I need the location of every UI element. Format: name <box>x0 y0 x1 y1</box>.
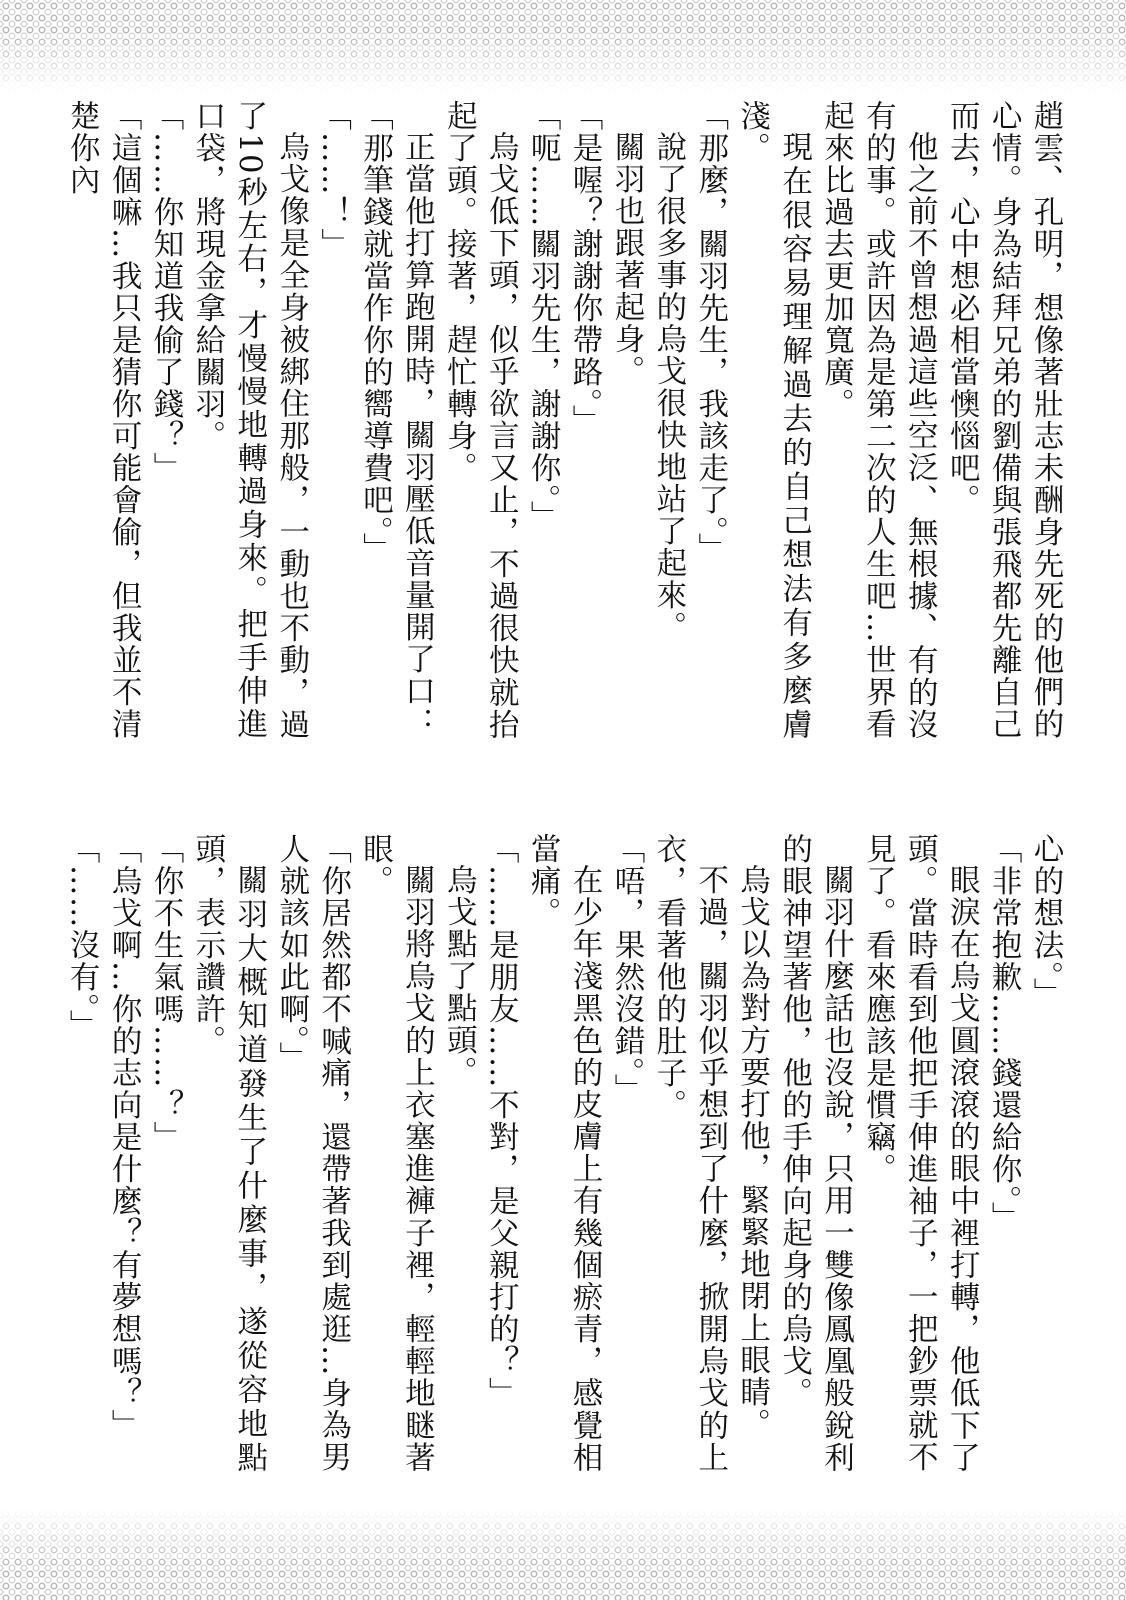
paragraph: 眼淚在烏戈圓滾滾的眼中裡打轉，他低下了頭。當時看到他把手伸進袖子，一把鈔票就不見了。看來應該是慣竊。 <box>860 833 980 1473</box>
paragraph: 「是喔？謝謝你帶路。」 <box>567 100 603 437</box>
paragraph: 關羽什麼話也沒說，只用一雙像鳳凰般銳利的眼神望著他，他的手伸向起身的烏戈。 <box>776 833 854 1473</box>
bottom-decorative-border <box>0 1508 1126 1600</box>
top-decorative-border <box>0 0 1126 92</box>
paragraph: 「唔，果然沒錯。」 <box>608 833 644 1106</box>
paragraph: 「……你知道我偷了錢？」 <box>147 100 183 484</box>
paragraph: 關羽將烏戈的上衣塞進褲子裡，輕輕地瞇著眼。 <box>357 833 435 1473</box>
paragraph: 現在很容易理解過去的自己想法有多麼膚淺。 <box>734 100 812 740</box>
paragraph: 「……是朋友……不對，是父親打的？」 <box>483 833 519 1409</box>
paragraph: 「這個嘛…我只是猜你可能會偷，但我並不清楚你內 <box>64 100 142 740</box>
paragraph: 「你居然都不喊痛，還帶著我到處逛…身為男人就該如此啊。」 <box>273 833 351 1473</box>
paragraph: 「烏戈啊…你的志向是什麼？有夢想嗎？」 <box>106 833 142 1441</box>
paragraph: 趙雲、孔明，想像著壯志未酬身先死的他們的心情。身為結拜兄弟的劉備與張飛都先離自己而去，心中想必相當懊惱吧。 <box>944 100 1063 740</box>
paragraph: 「非常抱歉……錢還給你。」 <box>986 833 1022 1234</box>
paragraph: 關羽大概知道發生了什麼事，遂從容地點頭，表示讚許。 <box>189 833 267 1473</box>
paragraph: 烏戈像是全身被綁住那般，一動也不動，過了10秒左右，才慢慢地轉過身來。把手伸進口袋，將現金拿給關羽。 <box>189 100 309 740</box>
paragraph: 「那麼，關羽先生，我該走了。」 <box>692 100 728 565</box>
paragraph: 烏戈低下頭，似乎欲言又止，不過很快就抬起了頭。接著，趕忙轉身。 <box>441 100 519 740</box>
paragraph: 「你不生氣嗎……？」 <box>147 833 183 1153</box>
paragraph: 「呃……關羽先生，謝謝你。」 <box>525 100 561 533</box>
paragraph: 烏戈以為對方要打他，緊緊地閉上眼睛。 <box>734 863 770 1440</box>
paragraph: 「……！」 <box>315 100 351 260</box>
paragraph: 不過，關羽似乎想到了什麼，掀開烏戈的上衣，看著他的肚子。 <box>650 833 728 1473</box>
paragraph: 在少年淺黑色的皮膚上有幾個瘀青，感覺相當痛。 <box>525 833 603 1473</box>
upper-text-block <box>60 100 1066 740</box>
paragraph: 正當他打算跑開時，關羽壓低音量開了口： <box>399 130 435 739</box>
lower-text-block <box>60 833 1066 1473</box>
paragraph: 說了很多事的烏戈很快地站了起來。 <box>650 130 686 643</box>
paragraph: 烏戈點了點頭。 <box>441 863 477 1088</box>
paragraph: 「……沒有。」 <box>64 833 100 1042</box>
paragraph: 他之前不曾想過這些空泛、無根據、有的沒有的事。或許因為是第二次的人生吧…世界看起來比過去更加寬廣。 <box>818 100 938 740</box>
paragraph: 關羽也跟著起身。 <box>608 130 644 387</box>
paragraph: 心的想法。」 <box>1028 833 1063 1010</box>
paragraph: 「那筆錢就當作你的嚮導費吧。」 <box>357 100 393 565</box>
